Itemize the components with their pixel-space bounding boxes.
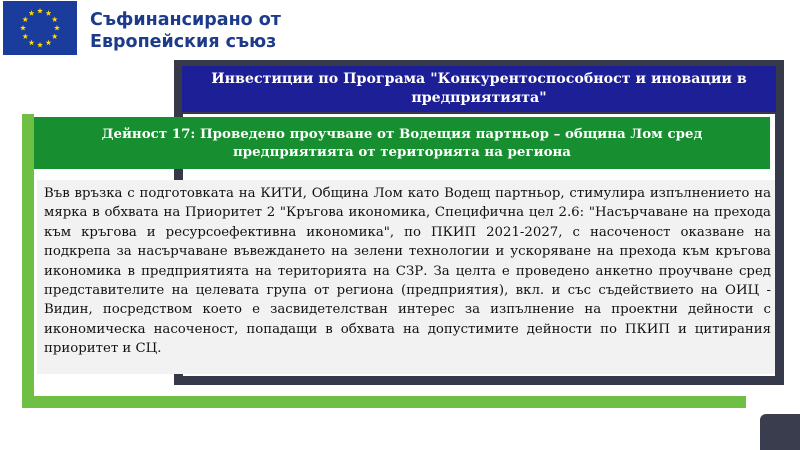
eu-logo-line1: Съфинансирано от <box>90 10 281 30</box>
eu-star-icon <box>22 16 28 22</box>
activity-header <box>34 117 770 169</box>
eu-star-icon <box>29 40 35 46</box>
eu-star-icon <box>20 25 26 31</box>
eu-star-icon <box>29 10 35 16</box>
slide-title-text: Инвестиции по Програма "Конкурентоспособност и иновации в предприятията" <box>211 71 747 106</box>
activity-header-text: Дейност 17: Проведено проучване от Водещия партньор – община Лом сред предприятията от територията на региона <box>101 126 703 160</box>
content-text: Във връзка с подготовката на КИТИ, Община Лом като Водещ партньор, стимулира изпълнението на мярка в обхвата на Приоритет 2 "Кръгова икономика, Специфична цел 2.6: "Насърчаване на прехода към кръгова и ресурсоефективна икономика", по ПКИП 2021-2027, с насоченост оказване на подкрепа за насърчаване въвеждането на зелени технологии и ускоряване на прехода към кръгова икономика в предприятията на територията на СЗР. За целта е проведено анкетно проучване сред представителите на целевата група от региона (предприятия), вкл. и със съдействието на ОИЦ - Видин, посредством което е засвидетелстван интерес за изпълнение на проектни дейности с икономическа насоченост, попадащи в обхвата на допустимите дейности по ПКИП и цитирания приоритет и СЦ. <box>44 186 771 357</box>
eu-flag-icon <box>3 1 77 55</box>
eu-star-icon <box>52 16 58 22</box>
eu-star-icon <box>22 33 28 39</box>
eu-star-icon <box>37 8 43 14</box>
eu-logo <box>0 0 281 58</box>
decorative-green-frame-bottom <box>22 396 746 408</box>
eu-logo-line2: Европейския съюз <box>90 32 277 52</box>
eu-star-icon <box>46 10 52 16</box>
eu-star-icon <box>37 42 43 48</box>
decorative-green-frame-left <box>22 114 34 408</box>
corner-decoration <box>760 414 800 450</box>
eu-star-icon <box>52 33 58 39</box>
eu-star-icon <box>46 40 52 46</box>
eu-stars-icon <box>3 1 77 55</box>
slide-title <box>182 66 776 112</box>
content-box <box>37 180 775 374</box>
eu-logo-text <box>90 9 281 53</box>
eu-star-icon <box>54 25 60 31</box>
